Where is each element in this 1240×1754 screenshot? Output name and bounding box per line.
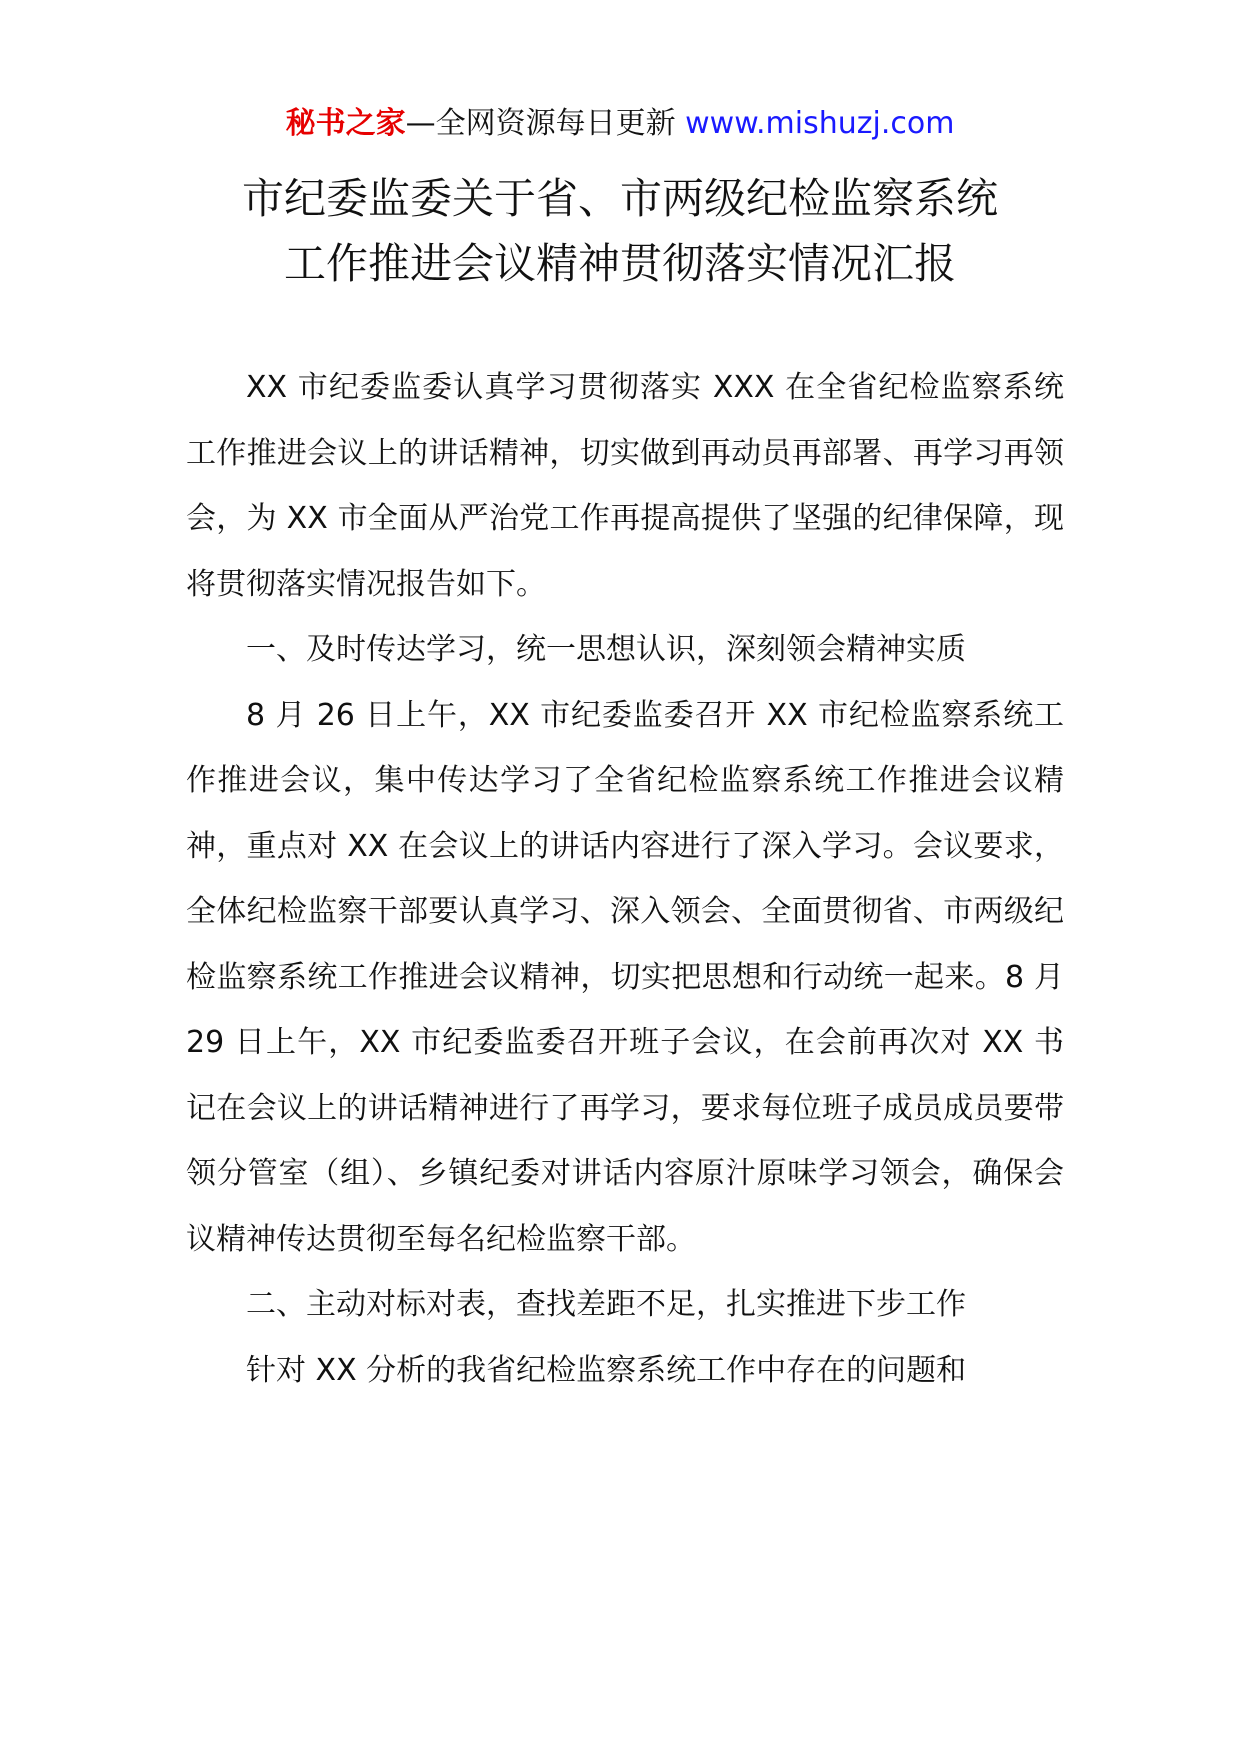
section-heading-1: 一、及时传达学习，统一思想认识，深刻领会精神实质: [246, 632, 966, 667]
document-body: [186, 355, 1064, 1403]
site-brand: 秘书之家: [285, 106, 406, 141]
intro-paragraph: XX 市纪委监委认真学习贯彻落实 XXX 在全省纪检监察系统工作推进会议上的讲话精神，切实做到再动员再部署、再学习再领会，为 XX 市全面从严治党工作再提高提供了坚强的纪律保障，现将贯彻落实情况报告如下。: [186, 370, 1064, 602]
site-header: [0, 104, 1240, 144]
section-1-paragraph: 8 月 26 日上午，XX 市纪委监委召开 XX 市纪检监察系统工作推进会议，集中传达学习了全省纪检监察系统工作推进会议精神，重点对 XX 在会议上的讲话内容进行了深入学习。会议要求，全体纪检监察干部要认真学习、深入领会、全面贯彻省、市两级纪检监察系统工作推进会议精神，切实把思想和行动统一起来。8 月 29 日上午，XX 市纪委监委召开班子会议，在会前再次对 XX 书记在会议上的讲话精神进行了再学习，要求每位班子成员成员要带领分管室（组）、乡镇纪委对讲话内容原汁原味学习领会，确保会议精神传达贯彻至每名纪检监察干部。: [186, 697, 1064, 1257]
document-title: [100, 166, 1140, 296]
section-heading-2: 二、主动对标对表，查找差距不足，扎实推进下步工作: [246, 1287, 966, 1322]
section-2-paragraph: 针对 XX 分析的我省纪检监察系统工作中存在的问题和: [246, 1352, 967, 1388]
site-url-link[interactable]: www.mishuzj.com: [685, 106, 955, 141]
title-line-1: 市纪委监委关于省、市两级纪检监察系统: [241, 174, 998, 223]
title-line-2: 工作推进会议精神贯彻落实情况汇报: [283, 239, 956, 288]
site-slogan: —全网资源每日更新: [405, 106, 686, 141]
